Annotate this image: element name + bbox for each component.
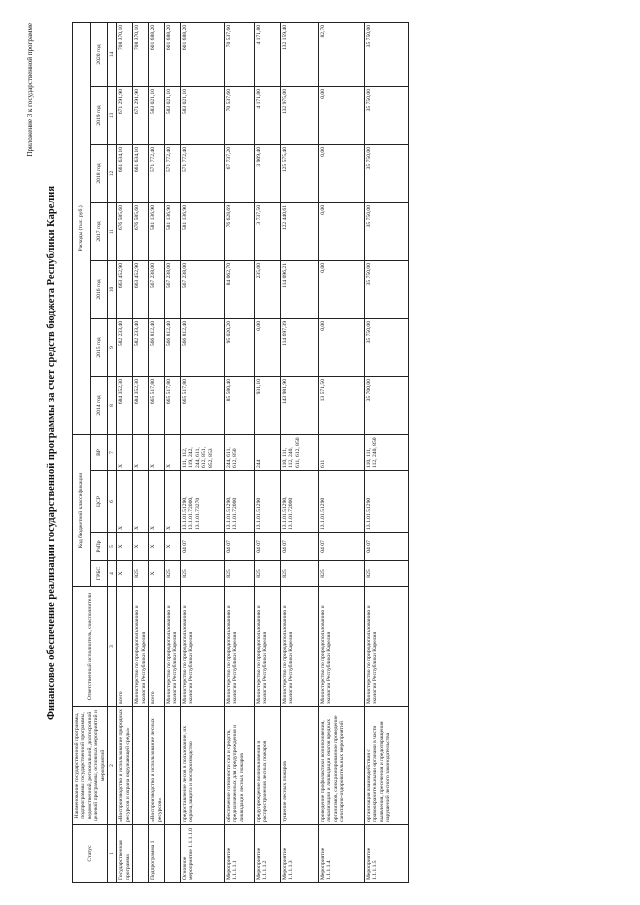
row-csr: X	[133, 470, 149, 532]
row-expense-2015: 566 812,40	[165, 318, 181, 376]
row-rzpr: 04 07	[255, 532, 281, 560]
col-num: 1	[108, 824, 117, 882]
row-expense-2019: 35 750,00	[365, 86, 409, 144]
row-expense-2014: 931,10	[255, 376, 281, 434]
row-name: обеспечение готовности сил и средств, предназначенных для предупреждения и ликвидации лесных пожаров	[225, 706, 255, 824]
row-expense-2015: 566 812,40	[149, 318, 165, 376]
col-num: 11	[108, 202, 117, 260]
header-executor: Ответственный исполнитель, соисполнители	[73, 586, 108, 706]
row-expense-2016: 567 238,00	[181, 260, 225, 318]
row-rzpr: 04 07	[181, 532, 225, 560]
row-csr: X	[149, 470, 165, 532]
row-expense-2019: 4 171,80	[255, 86, 281, 144]
col-num: 10	[108, 260, 117, 318]
table-row	[165, 22, 181, 882]
row-expense-2020: 601 688,20	[149, 22, 165, 86]
row-expense-2020: 132 159,40	[281, 22, 319, 86]
row-expense-2017: 581 136,90	[165, 202, 181, 260]
row-grbs: 825	[365, 560, 409, 586]
row-expense-2014: 684 352,30	[117, 376, 133, 434]
row-rzpr: 04 07	[365, 532, 409, 560]
row-executor: Министерство по природопользованию и экологии Республики Карелия	[133, 586, 149, 706]
row-executor: всего	[149, 586, 165, 706]
row-grbs: 825	[319, 560, 365, 586]
row-name: предупреждение возникновения и распространения лесных пожаров	[255, 706, 281, 824]
col-num: 5	[108, 532, 117, 560]
header-name: Наименование государственной программы, подпрограммы государственной программы, ведомственной, региональной, долгосрочной целевой программы, основных мероприятий и мероприятий	[73, 706, 108, 824]
row-name: «Воспроизводство и использование природных ресурсов и охрана окружающей среды»	[117, 706, 133, 824]
table-row	[225, 22, 255, 882]
row-rzpr: X	[117, 532, 133, 560]
row-rzpr: X	[149, 532, 165, 560]
row-expense-2015: 582 233,40	[133, 318, 149, 376]
row-status: Мероприятие 1.1.1.1.3	[281, 824, 319, 882]
row-status: Мероприятие 1.1.1.1.4	[319, 824, 365, 882]
row-rzpr: X	[133, 532, 149, 560]
col-num: 4	[108, 560, 117, 586]
header-code-group: Код бюджетной классификации	[73, 434, 91, 586]
col-num: 14	[108, 22, 117, 86]
row-rzpr: 04 07	[225, 532, 255, 560]
row-expense-2020: 708 370,10	[117, 22, 133, 86]
row-expense-2017: 35 750,00	[365, 202, 409, 260]
table-row	[281, 22, 319, 882]
row-executor: Министерство по природопользованию и экологии Республики Карелия	[255, 586, 281, 706]
row-csr: X	[117, 470, 133, 532]
document-title: Финансовое обеспечение реализации государственной программы за счет средств бюджета Республики Карелия	[46, 185, 57, 720]
row-grbs: 825	[281, 560, 319, 586]
row-expense-2019: 0,00	[319, 86, 365, 144]
row-expense-2018: 125 575,40	[281, 144, 319, 202]
row-grbs: X	[117, 560, 133, 586]
header-year-2020: 2020 год	[90, 22, 108, 86]
row-expense-2014: 143 981,90	[281, 376, 319, 434]
row-executor: Министерство по природопользованию и экологии Республики Карелия	[281, 586, 319, 706]
row-status	[133, 824, 149, 882]
row-executor: Министерство по природопользованию и экологии Республики Карелия	[165, 586, 181, 706]
header-status: Статус	[73, 824, 108, 882]
row-executor: Министерство по природопользованию и экологии Республики Карелия	[181, 586, 225, 706]
row-expense-2014: 665 517,80	[149, 376, 165, 434]
row-status: Подпрограмма 1	[149, 824, 165, 882]
row-vr: X	[149, 434, 165, 470]
header-vr: ВР	[90, 434, 108, 470]
row-expense-2020: 4 171,80	[255, 22, 281, 86]
row-csr: 13.1.01.51290	[255, 470, 281, 532]
finance-table	[72, 21, 409, 882]
row-status: Мероприятие 1.1.1.1.5	[365, 824, 409, 882]
row-expense-2020: 708 370,10	[133, 22, 149, 86]
col-num: 13	[108, 86, 117, 144]
table-row	[149, 22, 165, 882]
row-expense-2020: 35 750,00	[365, 22, 409, 86]
row-name	[133, 706, 149, 824]
row-expense-2015: 582 233,40	[117, 318, 133, 376]
col-num: 7	[108, 434, 117, 470]
col-num: 12	[108, 144, 117, 202]
row-status: Мероприятие 1.1.1.1.1	[225, 824, 255, 882]
row-status	[165, 824, 181, 882]
row-expense-2020: 70 537,60	[225, 22, 255, 86]
row-vr: X	[165, 434, 181, 470]
table-row	[133, 22, 149, 882]
header-year-2014: 2014 год	[90, 376, 108, 434]
row-vr: 111, 112, 119, 242, 244, 611, 612, 851, 852, 853	[181, 434, 225, 470]
col-num: 8	[108, 376, 117, 434]
rotated-sheet	[20, 13, 620, 893]
row-expense-2019: 671 291,90	[117, 86, 133, 144]
row-vr: 244	[255, 434, 281, 470]
row-expense-2017: 0,00	[319, 202, 365, 260]
row-vr: 244, 611, 612, 850	[225, 434, 255, 470]
row-executor: всего	[117, 586, 133, 706]
row-name: «Воспроизводство и использование лесных ресурсов»	[149, 706, 165, 824]
row-expense-2016: 0,00	[319, 260, 365, 318]
row-csr: 13.1.01.51290, 13.1.01.72000, 13.1.01.73270	[181, 470, 225, 532]
header-rzpr: РзПр	[90, 532, 108, 560]
row-expense-2017: 3 737,50	[255, 202, 281, 260]
header-expenses-group: Расходы (тыс. руб.)	[73, 22, 91, 434]
header-year-2016: 2016 год	[90, 260, 108, 318]
row-vr: X	[133, 434, 149, 470]
header-year-2015: 2015 год	[90, 318, 108, 376]
header-grbs: ГРБС	[90, 560, 108, 586]
row-expense-2015: 95 020,20	[225, 318, 255, 376]
row-name: проведение профилактики возникновения, локализации и ликвидации очагов вредных организмов, санкционированное проведение санитарно-оздоровительных мероприятий	[319, 706, 365, 824]
table-row	[319, 22, 365, 882]
row-expense-2014: 684 352,30	[133, 376, 149, 434]
row-expense-2019: 70 537,60	[225, 86, 255, 144]
row-vr: 110, 111, 112, 240, 611, 612, 850	[281, 434, 319, 470]
row-expense-2014: 665 517,80	[165, 376, 181, 434]
table-row	[365, 22, 409, 882]
row-vr: 110, 111, 112, 240, 850	[365, 434, 409, 470]
row-expense-2014: 665 517,80	[181, 376, 225, 434]
row-expense-2018: 571 772,40	[165, 144, 181, 202]
header-year-2017: 2017 год	[90, 202, 108, 260]
row-name: организация взаимодействия с правоохранительными органами в части выявления, пресечения и предотвращения нарушений лесного законодательства	[365, 706, 409, 824]
row-expense-2018: 35 750,00	[365, 144, 409, 202]
row-vr: X	[117, 434, 133, 470]
row-rzpr: X	[165, 532, 181, 560]
row-expense-2018: 661 634,10	[133, 144, 149, 202]
row-expense-2019: 132 975,00	[281, 86, 319, 144]
row-expense-2015: 35 750,00	[365, 318, 409, 376]
row-status: Основное мероприятие 1.1.1.1.0	[181, 824, 225, 882]
row-expense-2016: 567 238,00	[165, 260, 181, 318]
row-expense-2017: 676 585,60	[133, 202, 149, 260]
row-expense-2017: 676 585,60	[117, 202, 133, 260]
appendix-note: Приложение 3 к государственной программе	[26, 22, 34, 157]
row-expense-2018: 3 909,40	[255, 144, 281, 202]
header-year-2019: 2019 год	[90, 86, 108, 144]
row-expense-2020: 601 688,20	[181, 22, 225, 86]
row-expense-2014: 13 571,50	[319, 376, 365, 434]
row-expense-2016: 84 062,70	[225, 260, 255, 318]
row-vr: 611	[319, 434, 365, 470]
row-expense-2016: 114 096,21	[281, 260, 319, 318]
row-csr: 13.1.01.51290, 13.1.01.72000	[281, 470, 319, 532]
col-num: 9	[108, 318, 117, 376]
row-grbs: X	[149, 560, 165, 586]
row-name: тушение лесных пожаров	[281, 706, 319, 824]
row-expense-2018: 0,00	[319, 144, 365, 202]
column-number-row	[108, 22, 117, 882]
row-csr: X	[165, 470, 181, 532]
table-row	[117, 22, 133, 882]
row-grbs: 825	[133, 560, 149, 586]
row-status: Мероприятие 1.1.1.1.2	[255, 824, 281, 882]
row-expense-2017: 122 440,61	[281, 202, 319, 260]
row-grbs: 825	[181, 560, 225, 586]
row-expense-2019: 583 021,10	[181, 86, 225, 144]
row-expense-2015: 566 812,40	[181, 318, 225, 376]
row-expense-2017: 581 136,90	[149, 202, 165, 260]
row-expense-2017: 76 628,69	[225, 202, 255, 260]
row-expense-2015: 0,00	[255, 318, 281, 376]
row-expense-2014: 35 700,00	[365, 376, 409, 434]
row-grbs: 825	[255, 560, 281, 586]
row-expense-2020: 601 688,20	[165, 22, 181, 86]
table-row	[255, 22, 281, 882]
row-expense-2019: 583 021,10	[149, 86, 165, 144]
row-rzpr: 04 07	[281, 532, 319, 560]
row-expense-2016: 235,00	[255, 260, 281, 318]
col-num: 3	[108, 586, 117, 706]
row-csr: 13.1.01.51290	[365, 470, 409, 532]
header-csr: ЦСР	[90, 470, 108, 532]
row-grbs: 825	[165, 560, 181, 586]
row-expense-2015: 114 697,39	[281, 318, 319, 376]
row-grbs: 825	[225, 560, 255, 586]
row-expense-2016: 663 452,90	[117, 260, 133, 318]
row-expense-2015: 0,00	[319, 318, 365, 376]
row-expense-2018: 661 634,10	[117, 144, 133, 202]
row-name	[165, 706, 181, 824]
row-csr: 13.1.01.51290	[319, 470, 365, 532]
table-body	[117, 22, 409, 882]
row-rzpr: 04 07	[319, 532, 365, 560]
col-num: 2	[108, 706, 117, 824]
row-expense-2019: 583 021,10	[165, 86, 181, 144]
row-executor: Министерство по природопользованию и экологии Республики Карелия	[225, 586, 255, 706]
row-executor: Министерство по природопользованию и экологии Республики Карелия	[319, 586, 365, 706]
row-expense-2018: 67 737,20	[225, 144, 255, 202]
row-expense-2016: 567 238,00	[149, 260, 165, 318]
row-expense-2017: 581 136,90	[181, 202, 225, 260]
row-name: предоставление лесов в пользование, их охрана,защита и воспроизводство	[181, 706, 225, 824]
table-row	[181, 22, 225, 882]
row-expense-2016: 35 750,00	[365, 260, 409, 318]
row-expense-2014: 85 580,40	[225, 376, 255, 434]
row-expense-2018: 571 772,40	[149, 144, 165, 202]
col-num: 6	[108, 470, 117, 532]
row-status: Государственная программа	[117, 824, 133, 882]
row-executor: Министерство по природопользованию и экологии Республики Карелия	[365, 586, 409, 706]
row-csr: 13.1.01.51290, 13.1.01.72000	[225, 470, 255, 532]
row-expense-2018: 571 772,40	[181, 144, 225, 202]
row-expense-2019: 671 291,90	[133, 86, 149, 144]
row-expense-2020: 82,70	[319, 22, 365, 86]
row-expense-2016: 663 452,90	[133, 260, 149, 318]
header-year-2018: 2018 год	[90, 144, 108, 202]
